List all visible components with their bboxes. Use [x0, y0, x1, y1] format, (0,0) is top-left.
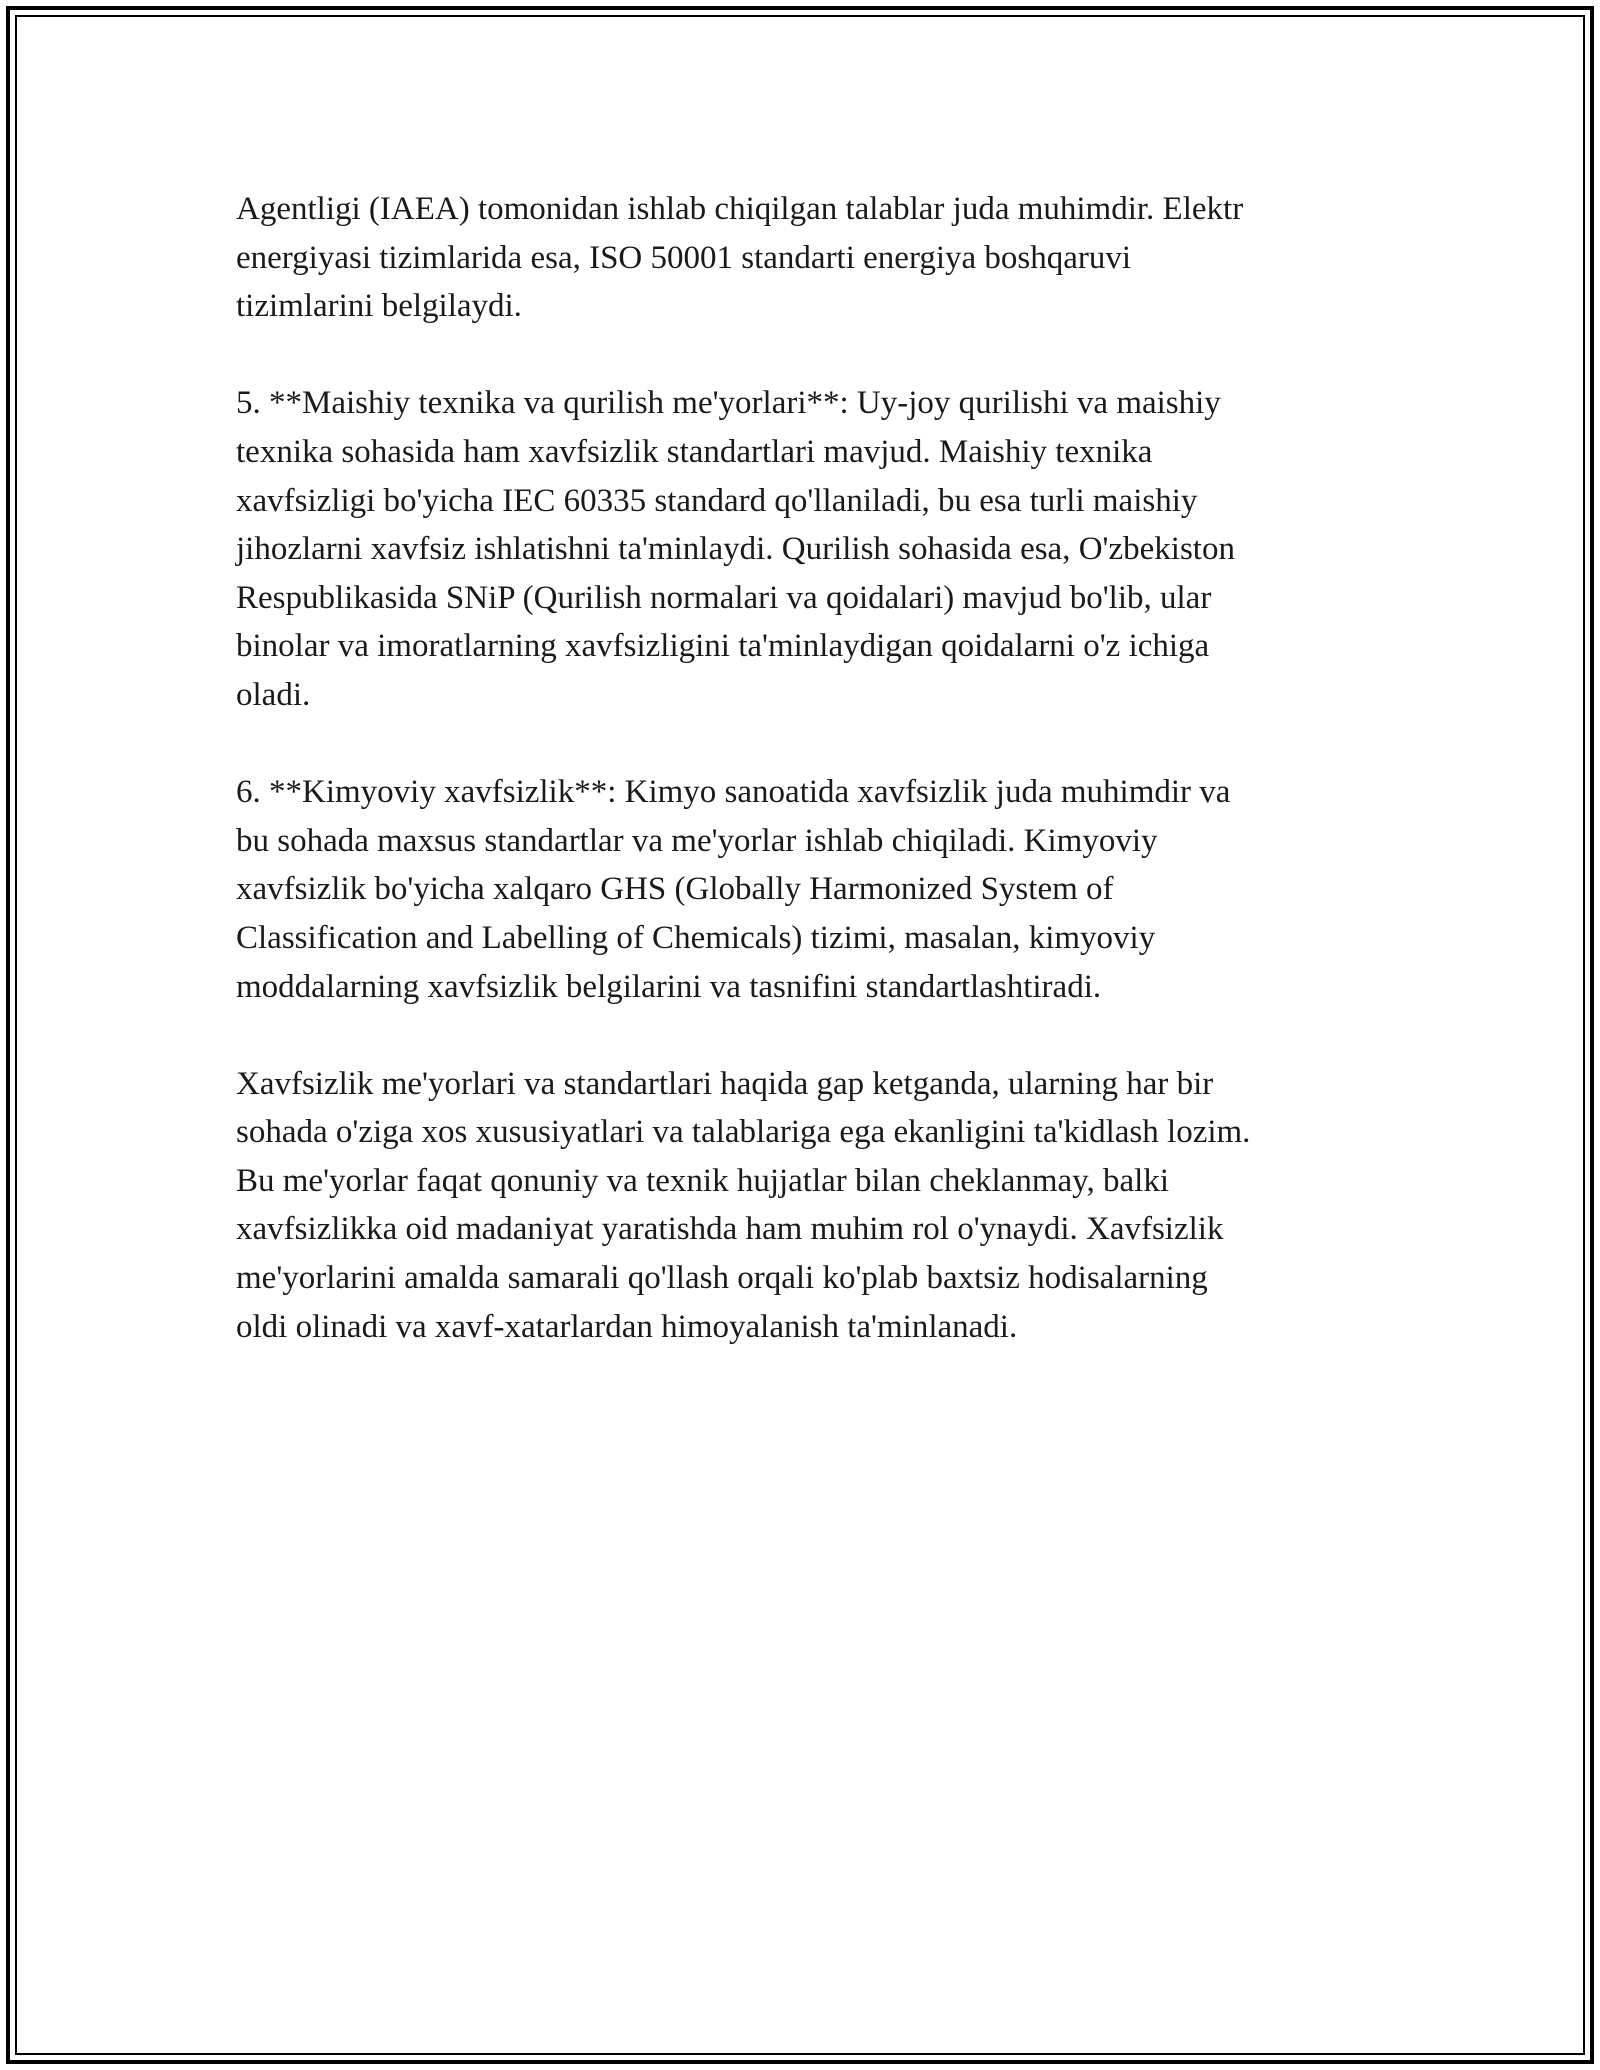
text-line: energiyasi tizimlarida esa, ISO 50001 standarti energiya boshqaruvi — [236, 239, 1132, 276]
text-line: Classification and Labelling of Chemicals) tizimi, masalan, kimyoviy — [236, 919, 1156, 956]
text-line: Agentligi (IAEA) tomonidan ishlab chiqilgan talablar juda muhimdir. Elektr — [236, 191, 1244, 227]
text-line: xavfsizligi bo'yicha IEC 60335 standard qo'llaniladi, bu esa turli maishiy — [236, 482, 1198, 519]
paragraph-household-construction — [236, 379, 1366, 719]
text-line: oladi. — [236, 676, 311, 713]
text-line: Xavfsizlik me'yorlari va standartlari haqida gap ketganda, ularning har bir — [236, 1065, 1214, 1102]
paragraph-iaea-iso — [236, 185, 1366, 331]
text-line: Respublikasida SNiP (Qurilish normalari va qoidalari) mavjud bo'lib, ular — [236, 579, 1212, 616]
text-line: texnika sohasida ham xavfsizlik standartlari mavjud. Maishiy texnika — [236, 433, 1153, 470]
document-body — [236, 185, 1366, 1400]
text-line: xavfsizlik bo'yicha xalqaro GHS (Globally Harmonized System of — [236, 871, 1114, 908]
text-line: oldi olinadi va xavf-xatarlardan himoyalanish ta'minlanadi. — [236, 1308, 1018, 1345]
text-line: me'yorlarini amalda samarali qo'llash orqali ko'plab baxtsiz hodisalarning — [236, 1260, 1208, 1297]
text-line: tizimlarini belgilaydi. — [236, 288, 522, 325]
text-line: Bu me'yorlar faqat qonuniy va texnik hujjatlar bilan cheklanmay, balki — [236, 1162, 1170, 1199]
text-line: sohada o'ziga xos xususiyatlari va talablariga ega ekanligini ta'kidlash lozim. — [236, 1114, 1251, 1151]
text-line: moddalarning xavfsizlik belgilarini va tasnifini standartlashtiradi. — [236, 968, 1102, 1005]
text-line: 5. **Maishiy texnika va qurilish me'yorlari**: Uy-joy qurilishi va maishiy — [236, 385, 1221, 422]
text-line: jihozlarni xavfsiz ishlatishni ta'minlaydi. Qurilish sohasida esa, O'zbekiston — [236, 531, 1235, 568]
paragraph-conclusion — [236, 1060, 1366, 1352]
paragraph-chemical-safety — [236, 768, 1366, 1011]
text-line: 6. **Kimyoviy xavfsizlik**: Kimyo sanoatida xavfsizlik juda muhimdir va — [236, 774, 1231, 811]
text-line: bu sohada maxsus standartlar va me'yorlar ishlab chiqiladi. Kimyoviy — [236, 822, 1158, 859]
text-line: xavfsizlikka oid madaniyat yaratishda ham muhim rol o'ynaydi. Xavfsizlik — [236, 1211, 1224, 1248]
text-line: binolar va imoratlarning xavfsizligini ta'minlaydigan qoidalarni o'z ichiga — [236, 628, 1210, 665]
